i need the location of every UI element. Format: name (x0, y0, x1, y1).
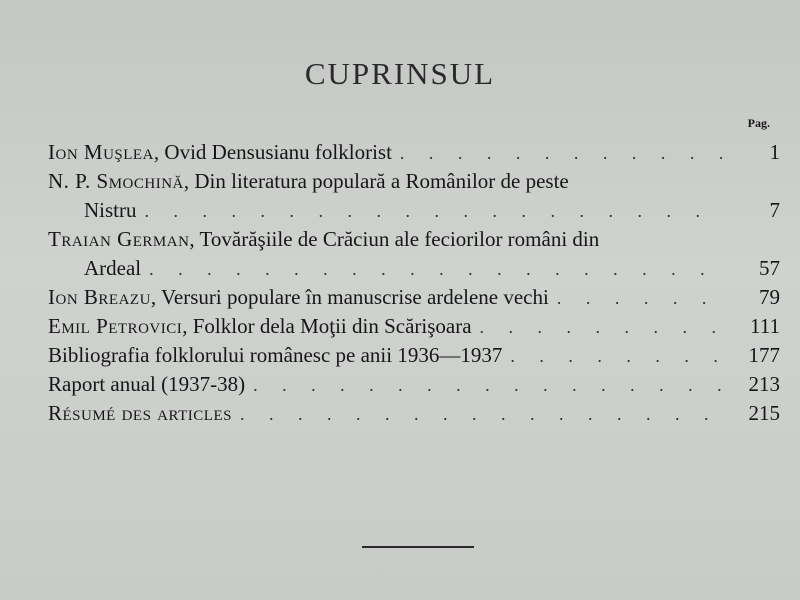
page-column-label: Pag. (747, 116, 770, 130)
page-title: CUPRINSUL (304, 56, 496, 91)
leader-dots (145, 197, 723, 226)
closing-rule (362, 546, 474, 548)
toc-page-number: 7 (769, 198, 780, 222)
toc-entry: Emil Petrovici, Folklor dela Moţii din Scărişoara . . . 111 (48, 312, 780, 341)
leader-dots (480, 313, 722, 342)
toc-page-number: 177 (748, 343, 780, 367)
toc-entry: Ion Breazu, Versuri populare în manuscrise ardelene vechi . . . 79 (48, 283, 780, 312)
toc-title: Din literatura populară a Românilor de peste (194, 169, 569, 193)
leader-dots (253, 371, 722, 400)
toc-author: Ion Muşlea (48, 140, 154, 164)
toc-page-number: 213 (748, 372, 780, 396)
toc-title: Versuri populare în manuscrise ardelene vechi (161, 285, 549, 309)
toc-author: Ion Breazu (48, 285, 151, 309)
toc-entry (48, 341, 780, 370)
leader-dots (240, 400, 722, 429)
toc-entry: Ion Muşlea, Ovid Densusianu folklorist . . . 1 (48, 138, 780, 167)
toc-author: Emil Petrovici (48, 314, 183, 338)
table-of-contents (48, 138, 780, 428)
toc-author: N. P. Smochină (48, 169, 184, 193)
toc-entry: N. P. Smochină, Din literatura populară a Românilor de peste Nistru . . . 7 (48, 167, 780, 225)
toc-entry: Traian German, Tovărăşiile de Crăciun ale feciorilor români din Ardeal . . . 57 (48, 225, 780, 283)
toc-title: Tovărăşiile de Crăciun ale feciorilor români din (199, 227, 600, 251)
toc-title-continuation: Nistru (84, 198, 137, 222)
leader-dots (149, 255, 722, 284)
toc-page-number: 215 (748, 401, 780, 425)
toc-page-number: 111 (750, 314, 780, 338)
leader-dots (557, 284, 722, 313)
toc-author: Traian German (48, 227, 190, 251)
toc-page-number: 57 (759, 256, 780, 280)
toc-title-continuation: Ardeal (84, 256, 142, 280)
leader-dots (400, 139, 722, 168)
toc-entry (48, 370, 780, 399)
toc-title: Folklor dela Moţii din Scărişoara (192, 314, 472, 338)
toc-title: Ovid Densusianu folklorist (164, 140, 392, 164)
leader-dots (510, 342, 722, 371)
toc-entry (48, 399, 780, 428)
toc-page-number: 1 (769, 140, 780, 164)
toc-title: Raport anual (1937-38) (48, 372, 246, 396)
toc-title: Bibliografia folklorului românesc pe anii 1936—1937 (48, 343, 503, 367)
toc-page-number: 79 (759, 285, 780, 309)
toc-title: Résumé des articles (48, 401, 232, 425)
